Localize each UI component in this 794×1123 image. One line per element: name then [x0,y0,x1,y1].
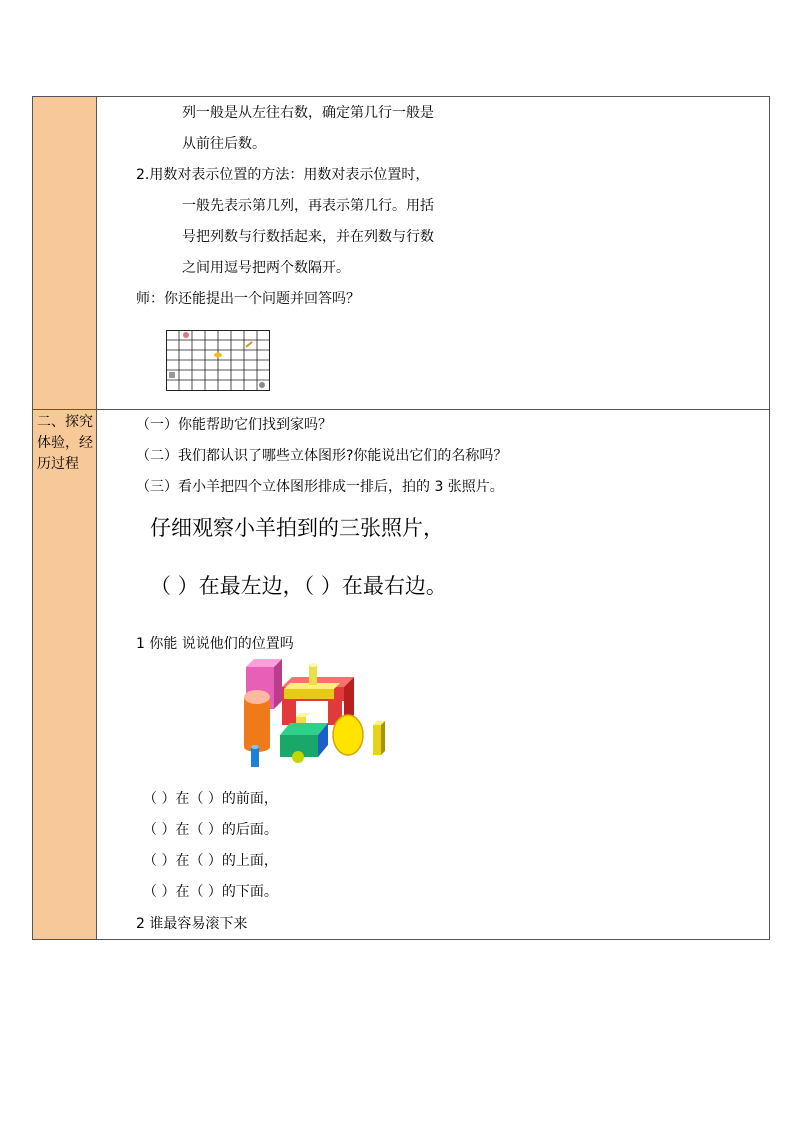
fill-in-blank-line: （ ）在（ ）的下面。 [143,884,278,900]
text-line: 一般先表示第几列，再表示第几行。用括 [182,198,434,214]
teacher-question: 师：你还能提出一个问题并回答吗？ [136,291,360,307]
sub-question: 2 谁最容易滚下来 [136,916,248,932]
fill-in-blank-line: （ ）在（ ）的前面， [143,791,278,807]
pig-icon [183,332,189,338]
table-row-divider [32,409,770,410]
solid-shapes-image [236,655,392,775]
text-line: 从前往后数。 [182,136,266,152]
house-icon [169,372,175,378]
table-border-top [32,96,770,97]
side-cell-bottom [33,410,96,939]
table-border-bottom [32,939,770,940]
text-line: 2.用数对表示位置的方法：用数对表示位置时， [136,167,430,183]
table-border-left [32,96,33,940]
location-grid-image [166,330,270,391]
question-line: （二）我们都认识了哪些立体图形?你能说出它们的名称吗？ [136,448,508,464]
section-label: 二、探究体验，经历过程 [37,414,93,472]
fill-in-blank-line: （ ）在（ ）的后面。 [143,822,278,838]
fill-in-blank-line: （ ）在（ ）的上面， [143,853,278,869]
side-cell-top [33,97,96,409]
text-line: 号把列数与行数括起来，并在列数与行数 [182,229,434,245]
question-line: （三）看小羊把四个立体图形排成一排后，拍的 3 张照片。 [136,479,504,495]
animal-icon [259,382,265,388]
table-border-right [769,96,770,940]
sub-question: 1 你能 说说他们的位置吗 [136,636,294,652]
heading-text: 仔细观察小羊拍到的三张照片， [150,516,444,540]
text-line: 之间用逗号把两个数隔开。 [182,260,350,276]
fill-in-blank-line: （ ）在最左边，（ ）在最右边。 [150,574,447,598]
text-line: 列一般是从左往右数，确定第几行一般是 [182,105,434,121]
table-column-divider [96,96,97,940]
banana-icon [214,353,222,358]
question-line: （一）你能帮助它们找到家吗？ [136,417,332,433]
